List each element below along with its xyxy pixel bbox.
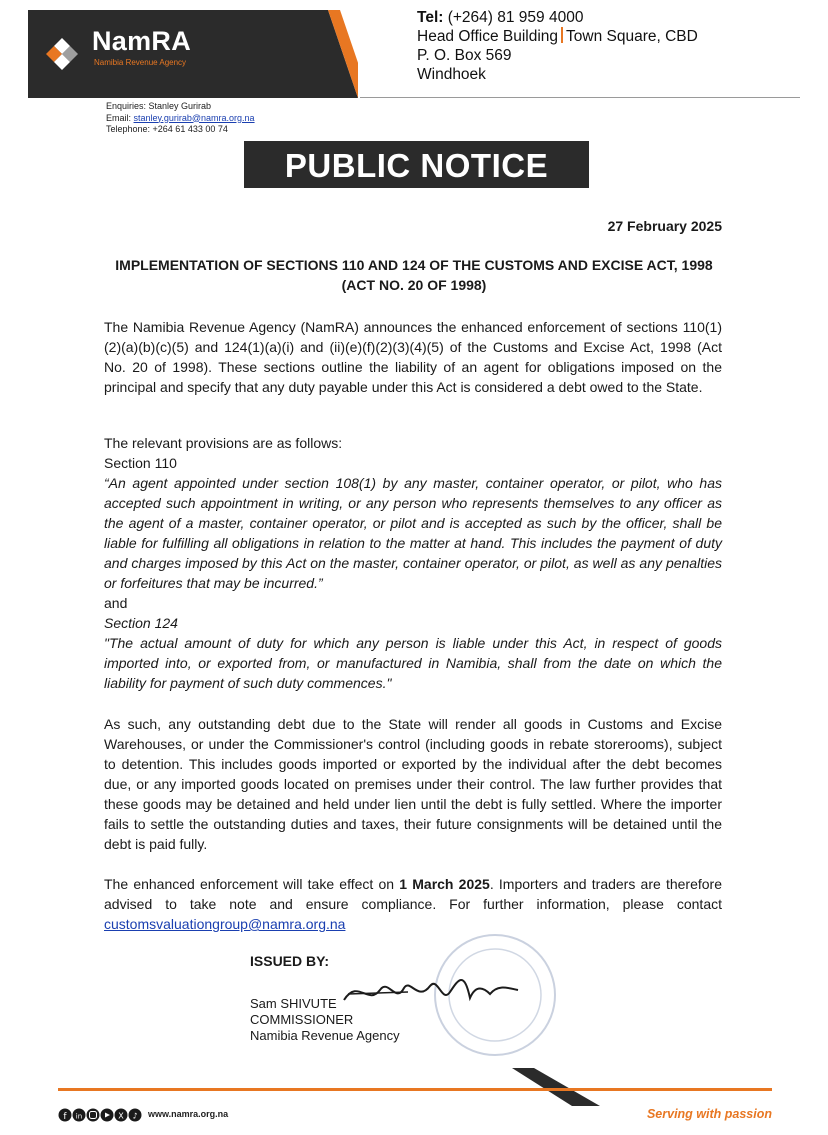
- svg-text:f: f: [63, 1112, 67, 1122]
- notice-date: 27 February 2025: [607, 218, 722, 234]
- svg-text:X: X: [118, 1111, 124, 1121]
- telephone-line: [417, 8, 698, 27]
- public-notice-banner: PUBLIC NOTICE: [244, 141, 589, 188]
- tiktok-icon: [129, 1109, 142, 1122]
- intro-text: The Namibia Revenue Agency (NamRA) announces the enhanced enforcement of sections 110(1)(2)(a)(b)(c)(5) and 124(1)(a)(i) and (ii)(e)(f)(2)(3)(4)(5) of the Customs and Excise Act, 1998 (Act No. 20 of 1998). These sections outline the liability of an agent for obligations imposed on the principal and specify that any duty payable under this Act is considered a debt owed to the State.: [104, 319, 722, 395]
- provisions-block: [104, 433, 722, 693]
- and-connector: and: [104, 595, 128, 611]
- effective-date: 1 March 2025: [399, 876, 490, 892]
- enquiries-block: [106, 101, 255, 136]
- signatory-name: Sam SHIVUTE: [250, 996, 337, 1011]
- intro-paragraph: [104, 317, 722, 397]
- enforcement-text: [104, 874, 722, 934]
- notice-heading: IMPLEMENTATION OF SECTIONS 110 AND 124 OF THE CUSTOMS AND EXCISE ACT, 1998 (ACT NO. 20 OF 1998): [115, 257, 713, 293]
- tel-label: Tel:: [417, 9, 444, 26]
- section-124-title: Section 124: [104, 615, 178, 631]
- logo-text: NamRA: [92, 26, 192, 56]
- section-110-quote: “An agent appointed under section 108(1) by any master, container operator, or pilot, who has accepted such appointment in writing, or any person who represents themselves to any officer as the agent of a master, container operator, or pilot and is accepted as such by the officer, shall be liable for fulfilling all obligations in relation to the matter at hand. This includes the payment of duty and charges imposed by this Act on the master, container operator, or pilot, as well as any penalties or forfeitures that may be incurred.”: [104, 475, 722, 591]
- instagram-icon: [87, 1109, 100, 1122]
- enquiries-contact: Enquiries: Stanley Gurirab: [106, 101, 212, 111]
- footer-website: www.namra.org.na: [148, 1109, 229, 1119]
- section-110-title: Section 110: [104, 455, 177, 471]
- enforcement-text-part2: . Importers and traders are therefore advised to take note and ensure compliance. For further information, please contact: [104, 876, 723, 912]
- enquiries-telephone: Telephone: +264 61 433 00 74: [106, 124, 228, 134]
- enforcement-paragraph: [104, 874, 722, 934]
- email-label: Email:: [106, 112, 132, 123]
- provisions-intro: The relevant provisions are as follows:: [104, 435, 343, 451]
- detention-paragraph: [104, 714, 722, 854]
- logo-banner: [28, 10, 358, 98]
- contact-block: [417, 8, 698, 84]
- linkedin-icon: [73, 1109, 86, 1122]
- issued-by-label: ISSUED BY:: [250, 953, 330, 969]
- footer-slogan: Serving with passion: [646, 1107, 772, 1121]
- enquiries-email-link[interactable]: stanley.gurirab@namra.org.na: [133, 112, 255, 123]
- address-line-2: P. O. Box 569: [417, 47, 512, 64]
- customs-email-link[interactable]: customsvaluationgroup@namra.org.na: [104, 916, 346, 932]
- signatory-title: COMMISSIONER: [250, 1012, 354, 1027]
- signatory-block: [250, 996, 400, 1044]
- enquiries-email-line: [106, 113, 255, 125]
- x-icon: [115, 1109, 128, 1122]
- signatory-organisation: Namibia Revenue Agency: [250, 1028, 400, 1043]
- footer-rule: [58, 1088, 772, 1091]
- svg-text:in: in: [75, 1112, 83, 1121]
- tel-value: (+264) 81 959 4000: [447, 9, 584, 26]
- logo-subtitle: Namibia Revenue Agency: [94, 58, 187, 67]
- logo-banner-shape: [28, 10, 358, 98]
- section-124-quote: "The actual amount of duty for which any person is liable under this Act, in respect of goods imported into, or exported from, or manufactured in Namibia, shall from the date on which the liability for payment of such duty commences.": [104, 635, 722, 691]
- social-icons: [58, 1108, 146, 1122]
- facebook-icon: [59, 1109, 72, 1123]
- address-line-1: [417, 27, 698, 46]
- enforcement-text-part1: The enhanced enforcement will take effect on: [104, 876, 400, 892]
- address-area: Town Square, CBD: [566, 28, 698, 45]
- youtube-icon: [101, 1109, 114, 1122]
- address-separator: [561, 27, 563, 43]
- detention-text: As such, any outstanding debt due to the State will render all goods in Customs and Excise Warehouses, or under the Commissioner's control (including goods in rebate storerooms), subject to detention. This includes goods imported or exported by the individual after the debt becomes due, or any imported goods located on premises under their control. The law further provides that these goods may be detained and held under lien until the debt is fully settled. Where the importer fails to settle the outstanding duties and taxes, their future consignments will be detained until the debt is paid fully.: [104, 716, 722, 852]
- svg-text:♪: ♪: [132, 1111, 138, 1121]
- address-building: Head Office Building: [417, 28, 559, 45]
- header-divider: [360, 97, 800, 98]
- address-line-3: Windhoek: [417, 66, 486, 83]
- footer-wedge-shape: [512, 1068, 642, 1106]
